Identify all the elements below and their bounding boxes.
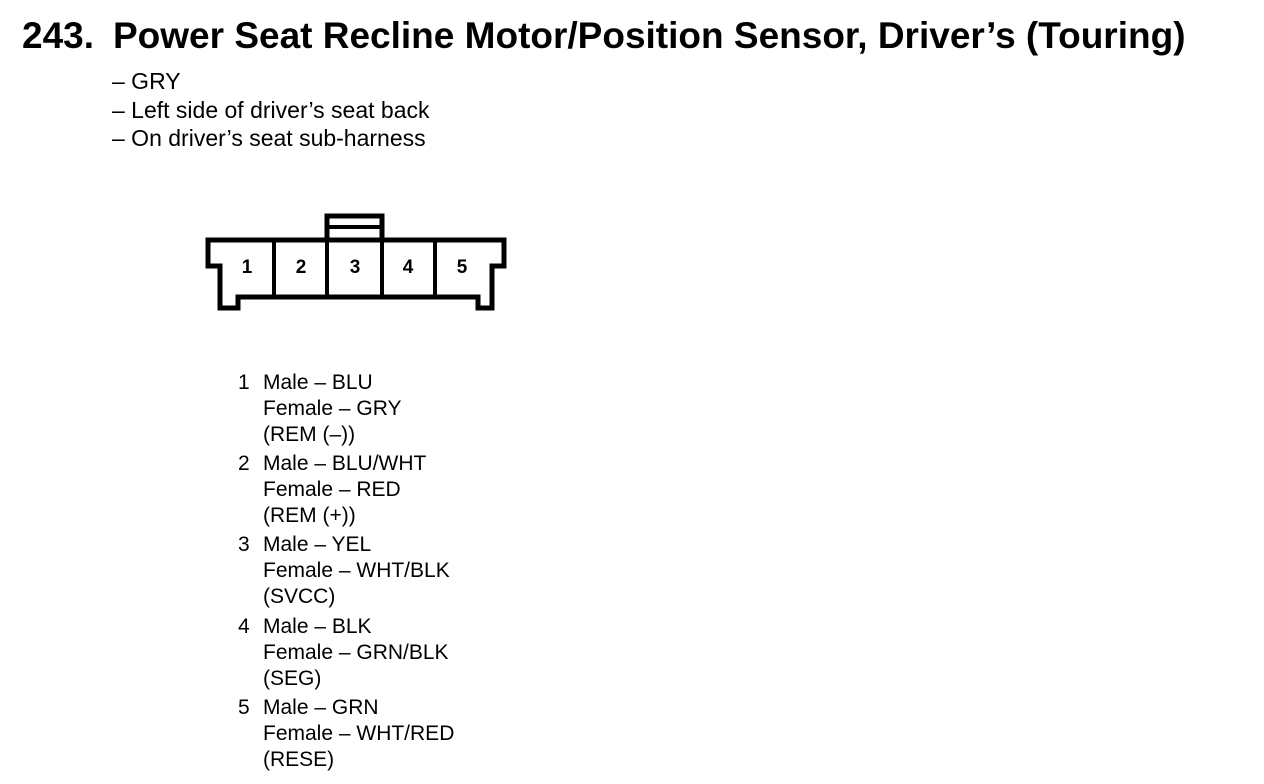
pin-signal: (SVCC) bbox=[263, 585, 336, 609]
page-title bbox=[0, 12, 1264, 60]
pin-signal: (REM (+)) bbox=[263, 504, 356, 528]
pin-female-wire: Female – GRN/BLK bbox=[263, 640, 449, 664]
pin-male-wire: Male – BLU/WHT bbox=[263, 452, 427, 476]
connector-location: – Left side of driver’s seat back bbox=[112, 96, 430, 123]
pin-number: 1 bbox=[238, 371, 250, 394]
pin-signal: (SEG) bbox=[263, 666, 322, 690]
pin-male-wire: Male – GRN bbox=[263, 695, 379, 719]
pin-male-wire: Male – BLK bbox=[263, 614, 372, 638]
pin-signal: (RESE) bbox=[263, 747, 335, 771]
connector-color: – GRY bbox=[112, 68, 181, 94]
pin-female-wire: Female – RED bbox=[263, 478, 401, 502]
component-title: Power Seat Recline Motor/Position Sensor, Driver’s (Touring) bbox=[113, 15, 1186, 56]
cavity-label-2: 2 bbox=[295, 257, 307, 278]
pin-male-wire: Male – BLU bbox=[263, 371, 373, 394]
connector-info-list bbox=[112, 67, 430, 153]
pin-male-wire: Male – YEL bbox=[263, 533, 372, 557]
pin-female-wire: Female – WHT/BLK bbox=[263, 559, 450, 583]
cavity-label-4: 4 bbox=[402, 257, 414, 278]
cavity-label-3: 3 bbox=[349, 257, 361, 278]
pin-number: 2 bbox=[238, 452, 250, 476]
pin-number: 3 bbox=[238, 533, 250, 557]
pin-signal: (REM (–)) bbox=[263, 423, 356, 446]
cavity-label-1: 1 bbox=[241, 257, 253, 278]
cavity-label-5: 5 bbox=[456, 257, 468, 278]
pin-female-wire: Female – WHT/RED bbox=[263, 721, 455, 745]
pin-female-wire: Female – GRY bbox=[263, 397, 402, 420]
pin-number: 4 bbox=[238, 614, 250, 638]
connector-harness: – On driver’s seat sub-harness bbox=[112, 125, 426, 151]
connector-face-diagram bbox=[200, 210, 520, 320]
pin-number: 5 bbox=[238, 695, 250, 719]
component-number: 243. bbox=[22, 15, 95, 56]
